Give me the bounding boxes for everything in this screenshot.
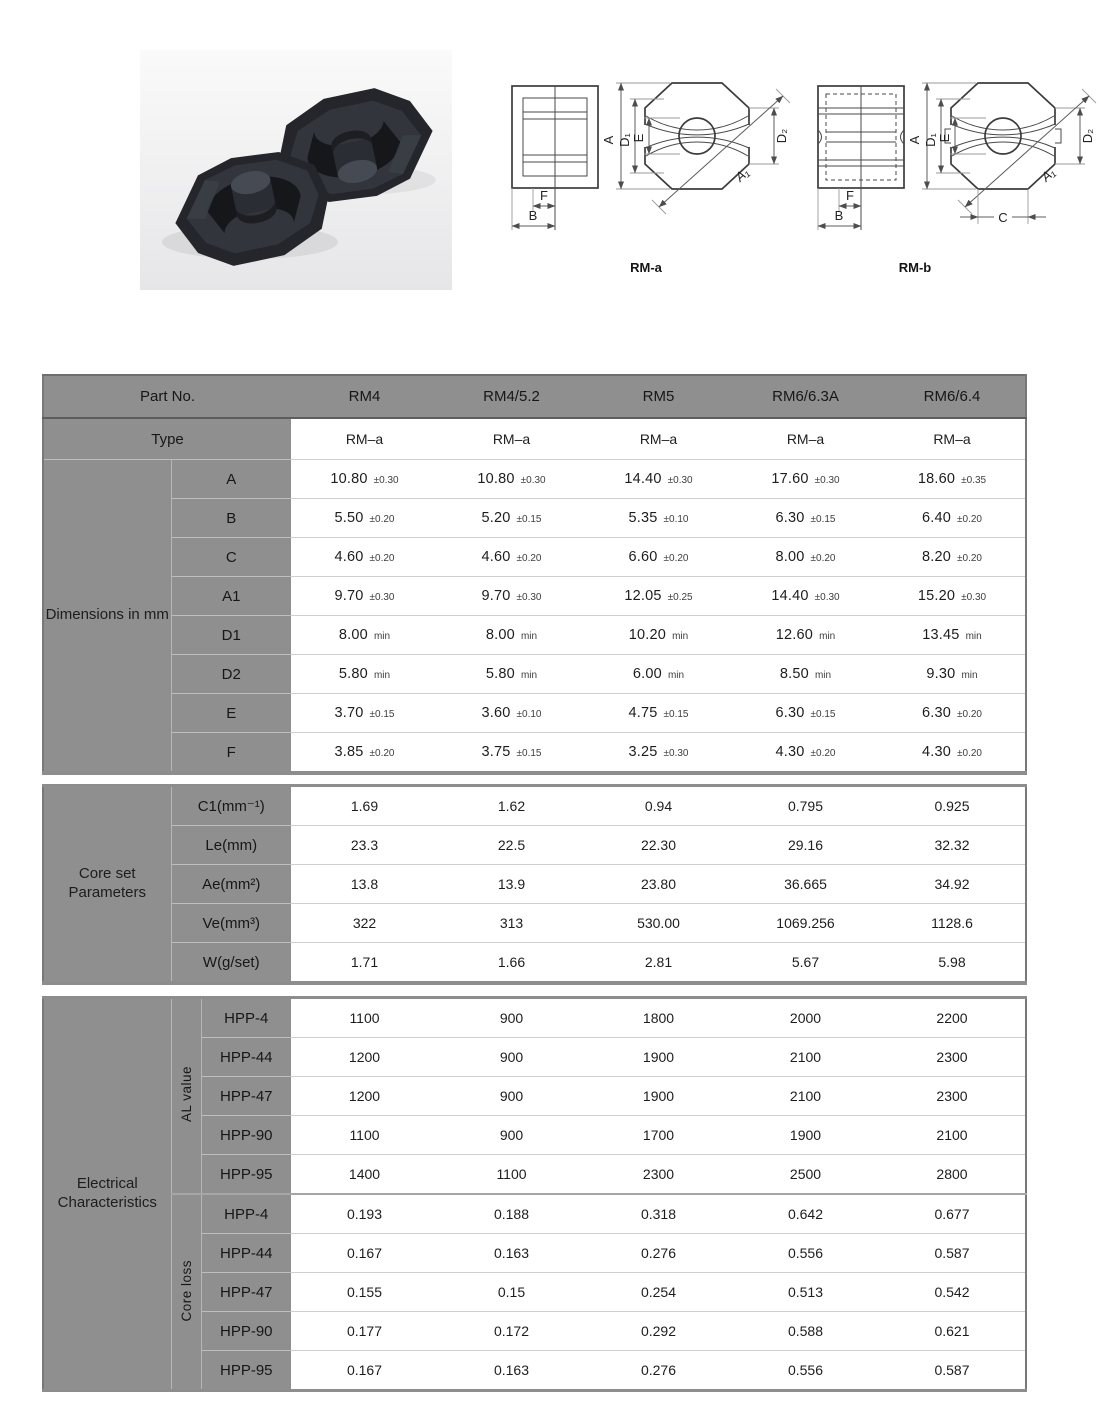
dim-tolerance: ±0.20 — [663, 553, 689, 564]
core-loss-value: 0.193 — [291, 1194, 438, 1234]
param-value: 0.94 — [585, 786, 732, 826]
param-value: 0.795 — [732, 786, 879, 826]
param-value: 13.9 — [438, 865, 585, 904]
dim-value: 13.45 — [922, 627, 960, 643]
rm-b-dim-label-e: E — [937, 133, 952, 143]
al-value: 1900 — [585, 1077, 732, 1116]
dim-tolerance: ±0.20 — [369, 514, 395, 525]
al-value: 2300 — [879, 1077, 1026, 1116]
material-row-label: HPP-44 — [201, 1038, 291, 1077]
dim-value: 4.75 — [628, 705, 658, 721]
dim-value: 5.80 — [338, 666, 368, 682]
column-header: RM6/6.3A — [732, 375, 879, 418]
dim-row-label: A — [171, 460, 291, 499]
dim-tolerance: ±0.15 — [516, 514, 542, 525]
product-photo — [140, 50, 452, 290]
dim-cell — [438, 460, 585, 499]
core-set-group-label: Core set Parameters — [43, 786, 171, 984]
dim-tolerance: min — [814, 670, 832, 681]
dim-value: 12.05 — [624, 588, 662, 604]
rm-b-dim-label-f: F — [846, 188, 854, 203]
al-value: 2000 — [732, 998, 879, 1038]
rm-b-dim-label-c: C — [998, 210, 1008, 225]
dim-cell — [438, 499, 585, 538]
rm-a-dim-label-b: B — [528, 208, 538, 223]
core-loss-value: 0.318 — [585, 1194, 732, 1234]
param-value: 1.66 — [438, 943, 585, 984]
table-row — [43, 460, 1026, 499]
rm-a-dim-label-a1: A₁ — [732, 164, 752, 185]
dim-tolerance: ±0.15 — [369, 709, 395, 720]
al-value: 900 — [438, 1116, 585, 1155]
dim-tolerance: ±0.10 — [663, 514, 689, 525]
al-value: 900 — [438, 1038, 585, 1077]
material-row-label: HPP-47 — [201, 1077, 291, 1116]
al-value: 900 — [438, 1077, 585, 1116]
dim-cell — [438, 655, 585, 694]
dim-value: 8.50 — [779, 666, 809, 682]
core-loss-value: 0.155 — [291, 1273, 438, 1312]
core-loss-value: 0.163 — [438, 1351, 585, 1391]
param-value: 36.665 — [732, 865, 879, 904]
dim-tolerance: ±0.20 — [369, 748, 395, 759]
table-row — [43, 538, 1026, 577]
type-value: RM–a — [291, 418, 438, 460]
al-value: 1800 — [585, 998, 732, 1038]
material-row-label: HPP-44 — [201, 1234, 291, 1273]
table-row — [43, 865, 1026, 904]
param-value: 29.16 — [732, 826, 879, 865]
al-value: 1200 — [291, 1077, 438, 1116]
param-value: 32.32 — [879, 826, 1026, 865]
rm-b-dim-label-d1: D₁ — [923, 133, 938, 147]
al-value: 2500 — [732, 1155, 879, 1195]
dim-value: 12.60 — [775, 627, 814, 643]
core-loss-value: 0.556 — [732, 1351, 879, 1391]
dim-value: 10.80 — [330, 471, 368, 487]
part-no-header: Part No. — [43, 375, 291, 418]
core-loss-value: 0.677 — [879, 1194, 1026, 1234]
dim-value: 5.20 — [481, 510, 511, 526]
dim-tolerance: ±0.35 — [961, 475, 987, 486]
dim-tolerance: ±0.20 — [957, 514, 982, 525]
dim-tolerance: ±0.20 — [957, 748, 982, 759]
al-value: 2100 — [879, 1116, 1026, 1155]
dim-tolerance: ±0.10 — [516, 709, 542, 720]
dim-cell — [585, 694, 732, 733]
dim-value: 5.35 — [628, 510, 658, 526]
dim-row-label: D1 — [171, 616, 291, 655]
dim-value: 5.80 — [485, 666, 515, 682]
al-value: 2100 — [732, 1038, 879, 1077]
dim-value: 14.40 — [771, 588, 809, 604]
dim-value: 6.30 — [922, 705, 952, 721]
material-row-label: HPP-95 — [201, 1155, 291, 1195]
core-loss-value: 0.254 — [585, 1273, 732, 1312]
dim-cell — [879, 694, 1026, 733]
table-row — [43, 904, 1026, 943]
core-loss-vertical-text: Core loss — [178, 1259, 194, 1322]
dim-value: 3.60 — [481, 705, 511, 721]
al-value: 1900 — [732, 1116, 879, 1155]
core-loss-value: 0.642 — [732, 1194, 879, 1234]
param-value: 22.30 — [585, 826, 732, 865]
rm-b-dim-label-a: A — [907, 135, 922, 145]
dim-tolerance: ±0.30 — [814, 475, 840, 486]
dim-cell — [438, 538, 585, 577]
dim-cell — [291, 655, 438, 694]
param-value: 5.67 — [732, 943, 879, 984]
rm-a-dim-label-f: F — [540, 188, 548, 203]
dim-cell — [732, 694, 879, 733]
type-label: Type — [43, 418, 291, 460]
dim-value: 8.00 — [775, 549, 805, 565]
core-loss-value: 0.172 — [438, 1312, 585, 1351]
param-value: 530.00 — [585, 904, 732, 943]
dim-row-label: D2 — [171, 655, 291, 694]
dim-cell — [585, 655, 732, 694]
rm-a-dim-label-d2: D₂ — [774, 128, 789, 144]
dim-cell — [291, 538, 438, 577]
param-value: 13.8 — [291, 865, 438, 904]
param-value: 2.81 — [585, 943, 732, 984]
dim-value: 9.70 — [481, 588, 511, 604]
core-loss-value: 0.588 — [732, 1312, 879, 1351]
dim-value: 4.60 — [334, 549, 364, 565]
dim-tolerance: ±0.15 — [663, 709, 689, 720]
dim-value: 9.30 — [926, 666, 956, 682]
param-row-label: W(g/set) — [171, 943, 291, 984]
rm-a-dim-label-d1: D₁ — [617, 133, 632, 147]
material-row-label: HPP-95 — [201, 1351, 291, 1391]
rm-a-dim-label-e: E — [631, 133, 646, 143]
dimensions-group-label: Dimensions in mm — [43, 460, 171, 774]
dim-cell — [732, 733, 879, 774]
dim-tolerance: ±0.30 — [667, 475, 693, 486]
dim-cell — [585, 538, 732, 577]
dim-tolerance: min — [819, 631, 836, 642]
dim-cell — [732, 577, 879, 616]
dim-value: 15.20 — [917, 588, 956, 604]
dim-tolerance: ±0.30 — [520, 475, 546, 486]
core-loss-value: 0.177 — [291, 1312, 438, 1351]
dim-value: 6.30 — [775, 705, 805, 721]
core-loss-value: 0.167 — [291, 1234, 438, 1273]
dim-cell — [732, 616, 879, 655]
param-value: 1069.256 — [732, 904, 879, 943]
param-value: 23.80 — [585, 865, 732, 904]
dim-cell — [732, 538, 879, 577]
dim-tolerance: ±0.25 — [667, 592, 693, 603]
dim-value: 3.25 — [628, 744, 658, 760]
core-loss-value: 0.292 — [585, 1312, 732, 1351]
dim-tolerance: ±0.20 — [369, 553, 395, 564]
dim-row-label: C — [171, 538, 291, 577]
dim-value: 6.60 — [628, 549, 658, 565]
dim-value: 8.20 — [922, 549, 952, 565]
column-header: RM4 — [291, 375, 438, 418]
column-header: RM5 — [585, 375, 732, 418]
dim-cell — [879, 538, 1026, 577]
dim-tolerance: min — [520, 631, 538, 642]
rm-a-caption: RM-a — [630, 260, 662, 275]
al-value: 900 — [438, 998, 585, 1038]
al-value-group-label — [171, 998, 201, 1195]
material-row-label: HPP-90 — [201, 1116, 291, 1155]
table-row — [43, 375, 1026, 418]
param-row-label: Le(mm) — [171, 826, 291, 865]
dim-cell — [438, 577, 585, 616]
dim-value: 14.40 — [624, 471, 662, 487]
param-value: 1.69 — [291, 786, 438, 826]
dim-tolerance: ±0.15 — [810, 709, 836, 720]
dim-cell — [879, 499, 1026, 538]
al-value-vertical-text: AL value — [178, 1066, 194, 1123]
table-row — [43, 577, 1026, 616]
dim-value: 17.60 — [771, 471, 809, 487]
param-value: 34.92 — [879, 865, 1026, 904]
param-value: 5.98 — [879, 943, 1026, 984]
rm-b-caption: RM-b — [898, 260, 932, 275]
core-loss-value: 0.276 — [585, 1234, 732, 1273]
dim-cell — [879, 460, 1026, 499]
dim-cell — [879, 577, 1026, 616]
core-loss-value: 0.556 — [732, 1234, 879, 1273]
table-row — [43, 943, 1026, 984]
al-value: 1700 — [585, 1116, 732, 1155]
param-value: 322 — [291, 904, 438, 943]
core-loss-value: 0.276 — [585, 1351, 732, 1391]
dim-tolerance: ±0.20 — [810, 748, 836, 759]
al-value: 2300 — [585, 1155, 732, 1195]
dim-value: 6.30 — [775, 510, 805, 526]
dim-value: 4.30 — [775, 744, 805, 760]
dim-tolerance: min — [520, 670, 538, 681]
param-value: 22.5 — [438, 826, 585, 865]
dim-cell — [585, 616, 732, 655]
type-value: RM–a — [585, 418, 732, 460]
param-value: 23.3 — [291, 826, 438, 865]
dim-value: 9.70 — [334, 588, 364, 604]
dim-value: 10.20 — [628, 627, 667, 643]
material-row-label: HPP-4 — [201, 1194, 291, 1234]
param-value: 1.62 — [438, 786, 585, 826]
dim-value: 3.85 — [334, 744, 364, 760]
core-loss-value: 0.621 — [879, 1312, 1026, 1351]
column-header: RM6/6.4 — [879, 375, 1026, 418]
dim-value: 3.70 — [334, 705, 364, 721]
dim-cell — [438, 733, 585, 774]
rm-b-drawing — [798, 56, 1098, 274]
electrical-table — [42, 996, 1027, 1392]
table-row — [43, 998, 1026, 1038]
spec-tables — [42, 374, 1025, 1392]
table-row — [43, 499, 1026, 538]
dim-cell — [291, 460, 438, 499]
param-row-label: Ve(mm³) — [171, 904, 291, 943]
type-value: RM–a — [879, 418, 1026, 460]
param-value: 0.925 — [879, 786, 1026, 826]
dim-cell — [879, 655, 1026, 694]
al-value: 1900 — [585, 1038, 732, 1077]
core-loss-value: 0.513 — [732, 1273, 879, 1312]
dim-tolerance: ±0.20 — [516, 553, 542, 564]
dim-tolerance: min — [373, 631, 391, 642]
dim-tolerance: min — [667, 670, 685, 681]
dim-cell — [438, 694, 585, 733]
dim-value: 6.40 — [922, 510, 952, 526]
dim-row-label: A1 — [171, 577, 291, 616]
dim-tolerance: min — [373, 670, 391, 681]
al-value: 1400 — [291, 1155, 438, 1195]
type-value: RM–a — [438, 418, 585, 460]
dim-value: 8.00 — [485, 627, 515, 643]
al-value: 1100 — [291, 998, 438, 1038]
dim-value: 3.75 — [481, 744, 511, 760]
dim-value: 5.50 — [334, 510, 364, 526]
table-row — [43, 694, 1026, 733]
table-row — [43, 786, 1026, 826]
dim-value: 4.30 — [922, 744, 952, 760]
dim-cell — [291, 499, 438, 538]
dim-cell — [732, 460, 879, 499]
dim-tolerance: ±0.30 — [373, 475, 399, 486]
param-value: 1.71 — [291, 943, 438, 984]
dim-cell — [291, 577, 438, 616]
core-loss-value: 0.587 — [879, 1351, 1026, 1391]
dim-cell — [438, 616, 585, 655]
table-row — [43, 733, 1026, 774]
dim-value: 4.60 — [481, 549, 511, 565]
al-value: 1100 — [438, 1155, 585, 1195]
dim-row-label: E — [171, 694, 291, 733]
dim-cell — [732, 499, 879, 538]
param-value: 1128.6 — [879, 904, 1026, 943]
dim-cell — [879, 733, 1026, 774]
core-set-table — [42, 784, 1027, 985]
dim-cell — [291, 694, 438, 733]
dim-value: 10.80 — [477, 471, 515, 487]
dim-cell — [291, 616, 438, 655]
material-row-label: HPP-4 — [201, 998, 291, 1038]
dim-cell — [585, 460, 732, 499]
dim-tolerance: ±0.20 — [957, 709, 982, 720]
rm-a-top-view — [601, 83, 790, 214]
dim-tolerance: min — [672, 631, 689, 642]
rm-b-dim-label-d2: D₂ — [1080, 128, 1095, 144]
al-value: 2100 — [732, 1077, 879, 1116]
material-row-label: HPP-47 — [201, 1273, 291, 1312]
rm-a-front-view — [512, 86, 598, 230]
dim-row-label: B — [171, 499, 291, 538]
dim-tolerance: ±0.30 — [516, 592, 542, 603]
dim-tolerance: ±0.30 — [814, 592, 840, 603]
dim-cell — [879, 616, 1026, 655]
dim-tolerance: ±0.30 — [663, 748, 689, 759]
rm-b-front-view — [818, 86, 904, 230]
dim-cell — [585, 733, 732, 774]
electrical-group-label: Electrical Characteristics — [43, 998, 171, 1391]
dim-tolerance: ±0.15 — [516, 748, 542, 759]
param-row-label: Ae(mm²) — [171, 865, 291, 904]
type-value: RM–a — [732, 418, 879, 460]
dim-value: 6.00 — [632, 666, 662, 682]
rm-b-top-view — [907, 83, 1096, 225]
table-row — [43, 616, 1026, 655]
core-loss-value: 0.587 — [879, 1234, 1026, 1273]
al-value: 2800 — [879, 1155, 1026, 1195]
rm-a-dim-label-a: A — [601, 135, 616, 145]
dim-tolerance: ±0.30 — [961, 592, 987, 603]
dim-cell — [585, 499, 732, 538]
dim-value: 18.60 — [917, 471, 956, 487]
dim-tolerance: ±0.20 — [957, 553, 982, 564]
core-loss-value: 0.188 — [438, 1194, 585, 1234]
column-header: RM4/5.2 — [438, 375, 585, 418]
dim-tolerance: min — [965, 631, 982, 642]
al-value: 2300 — [879, 1038, 1026, 1077]
dim-row-label: F — [171, 733, 291, 774]
param-row-label: C1(mm⁻¹) — [171, 786, 291, 826]
dim-cell — [732, 655, 879, 694]
rm-a-drawing — [492, 56, 792, 274]
core-loss-value: 0.542 — [879, 1273, 1026, 1312]
core-loss-value: 0.163 — [438, 1234, 585, 1273]
dim-tolerance: ±0.30 — [369, 592, 395, 603]
al-value: 1100 — [291, 1116, 438, 1155]
dim-tolerance: ±0.20 — [810, 553, 836, 564]
table-row — [43, 655, 1026, 694]
table-row — [43, 418, 1026, 460]
rm-b-dim-label-b: B — [834, 208, 844, 223]
dim-tolerance: ±0.15 — [810, 514, 836, 525]
dim-value: 8.00 — [338, 627, 368, 643]
al-value: 2200 — [879, 998, 1026, 1038]
dim-cell — [291, 733, 438, 774]
rm-b-dim-label-a1: A₁ — [1038, 164, 1058, 185]
dim-cell — [585, 577, 732, 616]
dim-tolerance: min — [961, 670, 978, 681]
dimensions-table — [42, 374, 1027, 775]
table-row — [43, 1194, 1026, 1234]
param-value: 313 — [438, 904, 585, 943]
core-loss-group-label — [171, 1194, 201, 1391]
al-value: 1200 — [291, 1038, 438, 1077]
table-row — [43, 826, 1026, 865]
top-illustrations — [0, 0, 1100, 374]
core-loss-value: 0.15 — [438, 1273, 585, 1312]
core-loss-value: 0.167 — [291, 1351, 438, 1391]
material-row-label: HPP-90 — [201, 1312, 291, 1351]
